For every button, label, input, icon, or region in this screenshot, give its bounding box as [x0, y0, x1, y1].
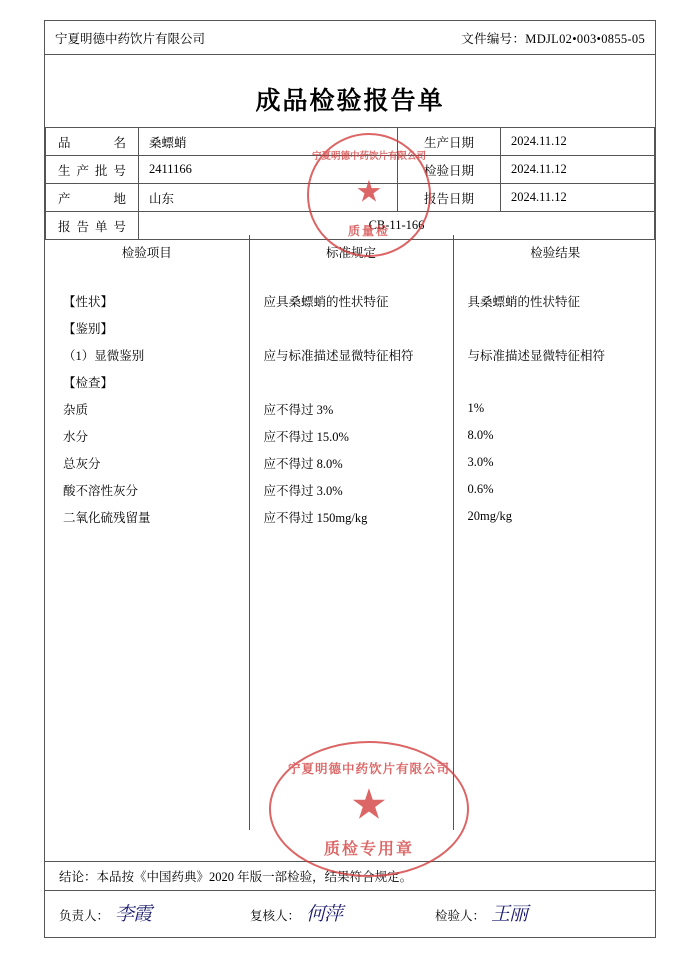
responsible-signature [59, 899, 151, 926]
batch-value: 2411166 [139, 156, 398, 184]
table-row [45, 422, 657, 449]
review-value: 何萍 [306, 903, 343, 925]
table-row [46, 128, 655, 156]
batch-label: 生产批号 [46, 156, 139, 184]
item-standard: 应不得过 150mg/kg [249, 503, 453, 530]
filler-row [45, 530, 657, 830]
test-date-label: 检验日期 [398, 156, 501, 184]
column-header-standard: 标准规定 [249, 235, 453, 269]
stamp-arc-text-top: 宁夏明德中药饮片有限公司 [311, 152, 426, 162]
item-result [453, 314, 657, 341]
table-row [45, 449, 657, 476]
item-name: 酸不溶性灰分 [45, 476, 249, 503]
stamp-arc-text-bottom: 宁夏明德中药饮片有限公司 [287, 762, 450, 776]
reviewer-signature [250, 899, 342, 926]
report-date-value: 2024.11.12 [501, 184, 655, 212]
star-icon: ★ [355, 175, 383, 209]
table-row [45, 287, 657, 314]
item-name: 二氧化硫残留量 [45, 503, 249, 530]
info-table [45, 127, 655, 240]
signature-row [45, 891, 655, 937]
table-row [45, 476, 657, 503]
item-standard: 应不得过 15.0% [249, 422, 453, 449]
conclusion-label: 结论： [59, 870, 97, 884]
item-name: 【检查】 [45, 368, 249, 395]
table-row [46, 184, 655, 212]
review-label: 复核人： [250, 909, 301, 923]
test-date-value: 2024.11.12 [501, 156, 655, 184]
column-header-item: 检验项目 [45, 235, 249, 269]
item-standard: 应具桑螵蛸的性状特征 [249, 287, 453, 314]
item-result: 20mg/kg [453, 503, 657, 530]
report-no-label: 报告单号 [46, 212, 139, 240]
item-name: 杂质 [45, 395, 249, 422]
item-result: 具桑螵蛸的性状特征 [453, 287, 657, 314]
production-date-label: 生产日期 [398, 128, 501, 156]
item-standard: 应不得过 3% [249, 395, 453, 422]
table-row [45, 341, 657, 368]
table-row [45, 503, 657, 530]
responsible-value: 李霞 [115, 903, 152, 925]
star-icon: ★ [350, 782, 388, 829]
item-name: 【性状】 [45, 287, 249, 314]
item-result: 8.0% [453, 422, 657, 449]
table-row [45, 314, 657, 341]
item-result: 0.6% [453, 476, 657, 503]
document-number: 文件编号：MDJL02•003•0855-05 [461, 32, 645, 46]
page-title: 成品检验报告单 [255, 88, 445, 115]
item-result [453, 368, 657, 395]
stamp-bottom-text-top: 质量检 [347, 224, 390, 238]
document-number-value: MDJL02•003•0855-05 [525, 32, 645, 46]
origin-label: 产 地 [46, 184, 139, 212]
product-name-value: 桑螵蛸 [139, 128, 398, 156]
company-name: 宁夏明德中药饮片有限公司 [55, 32, 206, 46]
item-standard [249, 314, 453, 341]
production-date-value: 2024.11.12 [501, 128, 655, 156]
table-row [46, 156, 655, 184]
stamp-bottom-text-bottom: 质检专用章 [323, 841, 414, 858]
conclusion-text: 本品按《中国药典》2020 年版一部检验，结果符合规定。 [96, 870, 413, 884]
item-standard [249, 368, 453, 395]
item-name: 水分 [45, 422, 249, 449]
spacer-row [45, 269, 657, 287]
table-row [45, 368, 657, 395]
item-result: 1% [453, 395, 657, 422]
inspector-signature [435, 899, 527, 926]
origin-value: 山东 [139, 184, 398, 212]
item-result: 与标准描述显微特征相符 [453, 341, 657, 368]
item-standard: 应不得过 8.0% [249, 449, 453, 476]
report-date-label: 报告日期 [398, 184, 501, 212]
document-number-label: 文件编号 [461, 32, 513, 46]
item-result: 3.0% [453, 449, 657, 476]
inspector-label: 检验人： [435, 909, 486, 923]
item-standard: 应与标准描述显微特征相符 [249, 341, 453, 368]
document-header [45, 21, 655, 55]
report-no-value: CB-11-166 [139, 212, 655, 240]
column-header-result: 检验结果 [453, 235, 657, 269]
item-name: 【鉴别】 [45, 314, 249, 341]
results-header-row [45, 235, 657, 269]
results-table [45, 235, 657, 830]
table-row [45, 395, 657, 422]
item-name: （1）显微鉴别 [45, 341, 249, 368]
item-name: 总灰分 [45, 449, 249, 476]
product-name-label: 品 名 [46, 128, 139, 156]
item-standard: 应不得过 3.0% [249, 476, 453, 503]
responsible-label: 负责人： [59, 909, 110, 923]
inspector-value: 王丽 [491, 903, 528, 925]
conclusion [45, 861, 655, 891]
report-sheet [44, 20, 656, 938]
